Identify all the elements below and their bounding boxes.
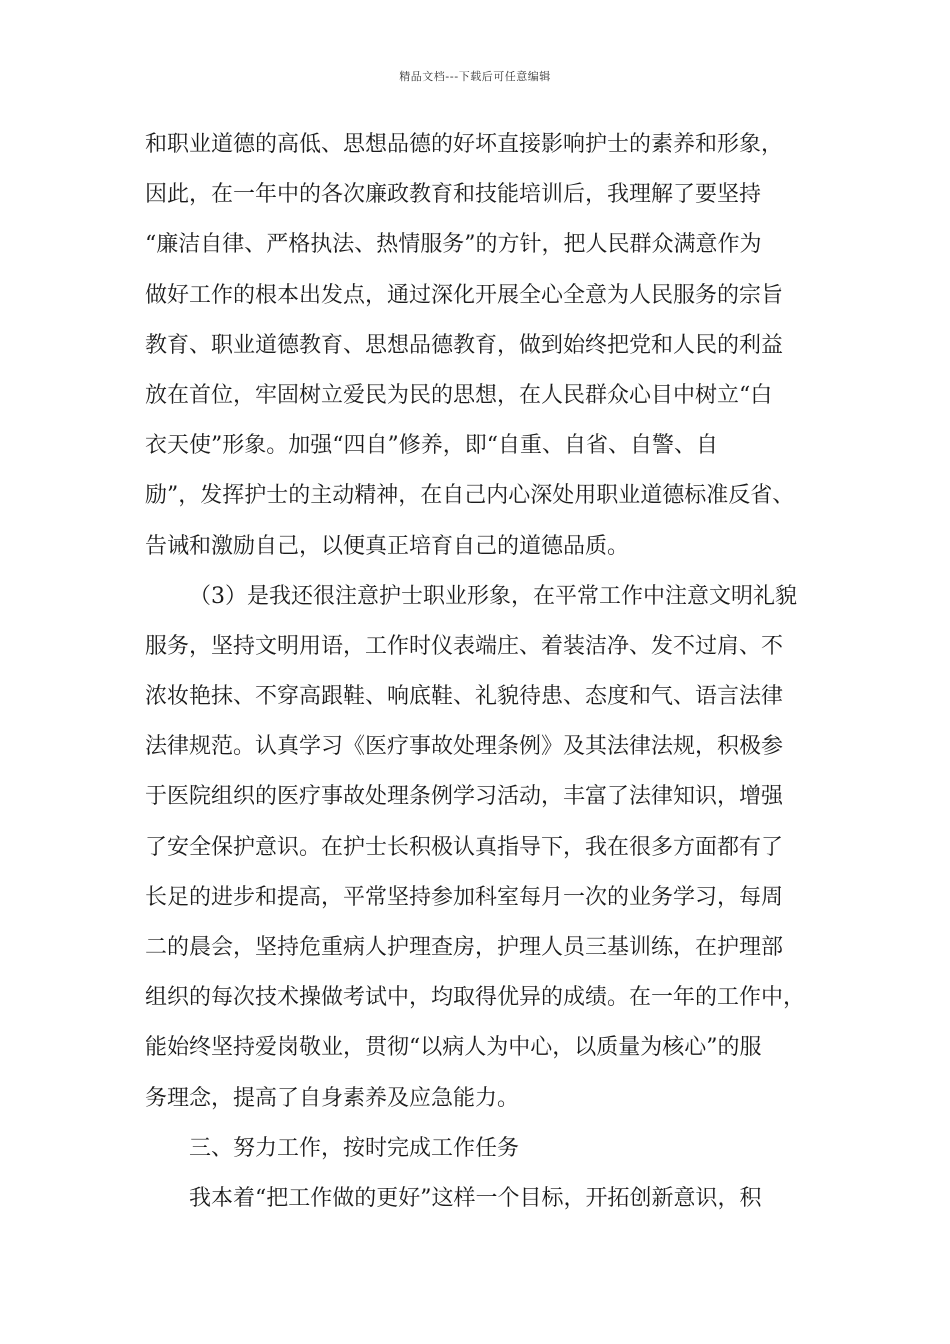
page-header: 精品文档---下载后可任意编辑 — [399, 70, 551, 83]
text-line: 我本着“把工作做的更好”这样一个目标，开拓创新意识，积 — [189, 1185, 762, 1211]
text-line: 务理念，提高了自身素养及应急能力。 — [145, 1085, 520, 1111]
text-line: 和职业道德的高低、思想品德的好坏直接影响护士的素养和形象， — [145, 132, 784, 157]
text-line: 因此，在一年中的各次廉政教育和技能培训后，我理解了要坚持 — [145, 182, 762, 208]
text-line: 长足的进步和提高，平常坚持参加科室每月一次的业务学习，每周 — [145, 884, 784, 910]
text-line: 了安全保护意识。在护士长积极认真指导下，我在很多方面都有了 — [145, 834, 784, 860]
body-text — [145, 127, 815, 1231]
text-line: 二的晨会，坚持危重病人护理查房，护理人员三基训练，在护理部 — [145, 935, 784, 960]
text-line: 励”，发挥护士的主动精神，在自己内心深处用职业道德标准反省、 — [145, 483, 795, 509]
text-line: 于医院组织的医疗事故处理条例学习活动，丰富了法律知识，增强 — [145, 784, 784, 810]
text-line: “廉洁自律、严格执法、热情服务”的方针，把人民群众满意作为 — [145, 232, 762, 258]
text-line: 告诫和激励自己，以便真正培育自己的道德品质。 — [145, 533, 630, 559]
text-line: 放在首位，牢固树立爱民为民的思想，在人民群众心目中树立“白 — [145, 382, 773, 408]
text-line: （3）是我还很注意护士职业形象，在平常工作中注意文明礼貌 — [189, 583, 797, 609]
text-line: 浓妆艳抹、不穿高跟鞋、响底鞋、礼貌待患、态度和气、语言法律 — [145, 684, 784, 710]
text-line: 服务，坚持文明用语，工作时仪表端庄、着装洁净、发不过肩、不 — [145, 633, 784, 659]
text-line: 做好工作的根本出发点，通过深化开展全心全意为人民服务的宗旨 — [145, 282, 784, 308]
text-line: 教育、职业道德教育、思想品德教育，做到始终把党和人民的利益 — [145, 332, 784, 358]
text-line: 组织的每次技术操做考试中，均取得优异的成绩。在一年的工作中， — [145, 985, 806, 1011]
text-line: 法律规范。认真学习《医疗事故处理条例》及其法律法规，积极参 — [145, 734, 784, 760]
text-line: 衣天使”形象。加强“四自”修养，即“自重、自省、自警、自 — [145, 433, 718, 459]
text-line: 三、努力工作，按时完成工作任务 — [189, 1135, 520, 1161]
text-line: 能始终坚持爱岗敬业，贯彻“以病人为中心，以质量为核心”的服 — [145, 1035, 762, 1061]
